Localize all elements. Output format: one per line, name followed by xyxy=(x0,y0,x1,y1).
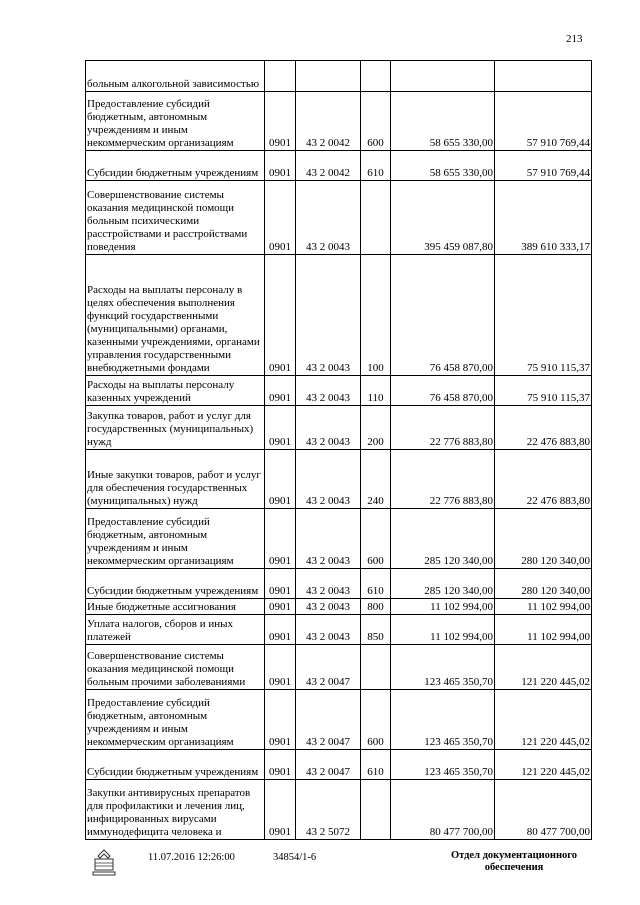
row-section: 0901 xyxy=(265,181,296,255)
row-name: Закупки антивирусных препаратов для профилактики и лечения лиц, инфицированных вирусами иммунодефицита человека и xyxy=(86,780,265,840)
row-amount-executed: 280 120 340,00 xyxy=(495,509,592,569)
row-section: 0901 xyxy=(265,615,296,645)
row-amount-executed: 11 102 994,00 xyxy=(495,599,592,615)
row-code: 43 2 0043 xyxy=(296,181,361,255)
table-row xyxy=(86,376,592,406)
row-code: 43 2 5072 xyxy=(296,780,361,840)
row-code: 43 2 0047 xyxy=(296,690,361,750)
row-expense-type: 240 xyxy=(361,450,391,509)
row-code: 43 2 0043 xyxy=(296,376,361,406)
row-name: Иные бюджетные ассигнования xyxy=(86,599,265,615)
row-expense-type: 610 xyxy=(361,750,391,780)
row-section: 0901 xyxy=(265,151,296,181)
row-section: 0901 xyxy=(265,509,296,569)
coat-of-arms-icon xyxy=(90,848,118,878)
row-amount-executed xyxy=(495,61,592,92)
row-name: Закупка товаров, работ и услуг для государственных (муниципальных) нужд xyxy=(86,406,265,450)
row-amount-executed: 121 220 445,02 xyxy=(495,750,592,780)
table-row xyxy=(86,255,592,376)
row-amount-planned: 395 459 087,80 xyxy=(391,181,495,255)
row-section: 0901 xyxy=(265,645,296,690)
table-row xyxy=(86,450,592,509)
row-amount-planned: 285 120 340,00 xyxy=(391,509,495,569)
row-expense-type: 800 xyxy=(361,599,391,615)
row-name: Предоставление субсидий бюджетным, автономным учреждениям и иным некоммерческим организациям xyxy=(86,690,265,750)
row-amount-planned xyxy=(391,61,495,92)
row-section: 0901 xyxy=(265,376,296,406)
page-number: 213 xyxy=(566,33,583,45)
footer-date: 11.07.2016 12:26:00 xyxy=(148,852,235,863)
row-amount-executed: 280 120 340,00 xyxy=(495,569,592,599)
row-code: 43 2 0042 xyxy=(296,151,361,181)
row-amount-planned: 76 458 870,00 xyxy=(391,255,495,376)
row-code: 43 2 0047 xyxy=(296,645,361,690)
row-name: Субсидии бюджетным учреждениям xyxy=(86,151,265,181)
row-amount-planned: 123 465 350,70 xyxy=(391,645,495,690)
footer-department-line2: обеспечения xyxy=(484,862,544,873)
row-expense-type: 610 xyxy=(361,151,391,181)
row-amount-executed: 22 476 883,80 xyxy=(495,406,592,450)
table-row xyxy=(86,615,592,645)
table-row xyxy=(86,599,592,615)
row-expense-type: 600 xyxy=(361,690,391,750)
row-expense-type: 850 xyxy=(361,615,391,645)
row-expense-type: 110 xyxy=(361,376,391,406)
row-section: 0901 xyxy=(265,406,296,450)
table-row xyxy=(86,92,592,151)
row-section: 0901 xyxy=(265,92,296,151)
row-section: 0901 xyxy=(265,450,296,509)
footer-department xyxy=(425,850,603,874)
row-code: 43 2 0043 xyxy=(296,255,361,376)
row-section xyxy=(265,61,296,92)
table-row xyxy=(86,645,592,690)
row-code: 43 2 0043 xyxy=(296,599,361,615)
table-row xyxy=(86,406,592,450)
row-section: 0901 xyxy=(265,569,296,599)
row-expense-type xyxy=(361,645,391,690)
row-code: 43 2 0047 xyxy=(296,750,361,780)
row-amount-executed: 11 102 994,00 xyxy=(495,615,592,645)
row-expense-type: 610 xyxy=(361,569,391,599)
row-expense-type: 100 xyxy=(361,255,391,376)
row-amount-executed: 57 910 769,44 xyxy=(495,151,592,181)
row-name: Предоставление субсидий бюджетным, автономным учреждениям и иным некоммерческим организациям xyxy=(86,509,265,569)
row-expense-type xyxy=(361,181,391,255)
row-name: Предоставление субсидий бюджетным, автономным учреждениям и иным некоммерческим организациям xyxy=(86,92,265,151)
row-section: 0901 xyxy=(265,690,296,750)
table-row xyxy=(86,61,592,92)
row-expense-type xyxy=(361,61,391,92)
row-name: больным алкогольной зависимостью xyxy=(86,61,265,92)
row-amount-planned: 123 465 350,70 xyxy=(391,690,495,750)
row-amount-executed: 121 220 445,02 xyxy=(495,645,592,690)
footer-doc-number: 34854/1-6 xyxy=(273,852,317,863)
row-amount-planned: 58 655 330,00 xyxy=(391,151,495,181)
row-code: 43 2 0043 xyxy=(296,450,361,509)
table-row xyxy=(86,151,592,181)
row-amount-executed: 75 910 115,37 xyxy=(495,255,592,376)
row-code: 43 2 0043 xyxy=(296,406,361,450)
row-name: Совершенствование системы оказания медицинской помощи больным прочими заболеваниями xyxy=(86,645,265,690)
row-expense-type: 600 xyxy=(361,92,391,151)
row-amount-planned: 22 776 883,80 xyxy=(391,450,495,509)
row-amount-planned: 11 102 994,00 xyxy=(391,599,495,615)
table-row xyxy=(86,780,592,840)
row-section: 0901 xyxy=(265,750,296,780)
footer-department-line1: Отдел документационного xyxy=(450,850,578,861)
row-amount-executed: 75 910 115,37 xyxy=(495,376,592,406)
row-name: Субсидии бюджетным учреждениям xyxy=(86,569,265,599)
row-section: 0901 xyxy=(265,255,296,376)
row-name: Расходы на выплаты персоналу казенных учреждений xyxy=(86,376,265,406)
row-amount-executed: 57 910 769,44 xyxy=(495,92,592,151)
table-row xyxy=(86,690,592,750)
row-code: 43 2 0043 xyxy=(296,569,361,599)
row-code: 43 2 0043 xyxy=(296,509,361,569)
row-amount-executed: 389 610 333,17 xyxy=(495,181,592,255)
row-name: Иные закупки товаров, работ и услуг для обеспечения государственных (муниципальных) нужд xyxy=(86,450,265,509)
row-section: 0901 xyxy=(265,780,296,840)
row-amount-planned: 58 655 330,00 xyxy=(391,92,495,151)
row-name: Расходы на выплаты персоналу в целях обеспечения выполнения функций государственными (муниципальными) органами, казенными учреждениями, органами управления государственными внебюджетными фондами xyxy=(86,255,265,376)
row-expense-type xyxy=(361,780,391,840)
row-amount-planned: 11 102 994,00 xyxy=(391,615,495,645)
row-amount-executed: 80 477 700,00 xyxy=(495,780,592,840)
row-code: 43 2 0042 xyxy=(296,92,361,151)
row-name: Уплата налогов, сборов и иных платежей xyxy=(86,615,265,645)
row-code: 43 2 0043 xyxy=(296,615,361,645)
row-expense-type: 200 xyxy=(361,406,391,450)
row-code xyxy=(296,61,361,92)
budget-table xyxy=(85,60,592,840)
row-amount-planned: 76 458 870,00 xyxy=(391,376,495,406)
row-amount-planned: 22 776 883,80 xyxy=(391,406,495,450)
table-row xyxy=(86,569,592,599)
table-row xyxy=(86,181,592,255)
row-name: Совершенствование системы оказания медицинской помощи больным психическими расстройствами и расстройствами поведения xyxy=(86,181,265,255)
table-row xyxy=(86,509,592,569)
row-amount-planned: 285 120 340,00 xyxy=(391,569,495,599)
row-amount-planned: 80 477 700,00 xyxy=(391,780,495,840)
row-name: Субсидии бюджетным учреждениям xyxy=(86,750,265,780)
row-amount-executed: 121 220 445,02 xyxy=(495,690,592,750)
row-amount-planned: 123 465 350,70 xyxy=(391,750,495,780)
row-section: 0901 xyxy=(265,599,296,615)
row-amount-executed: 22 476 883,80 xyxy=(495,450,592,509)
table-row xyxy=(86,750,592,780)
row-expense-type: 600 xyxy=(361,509,391,569)
